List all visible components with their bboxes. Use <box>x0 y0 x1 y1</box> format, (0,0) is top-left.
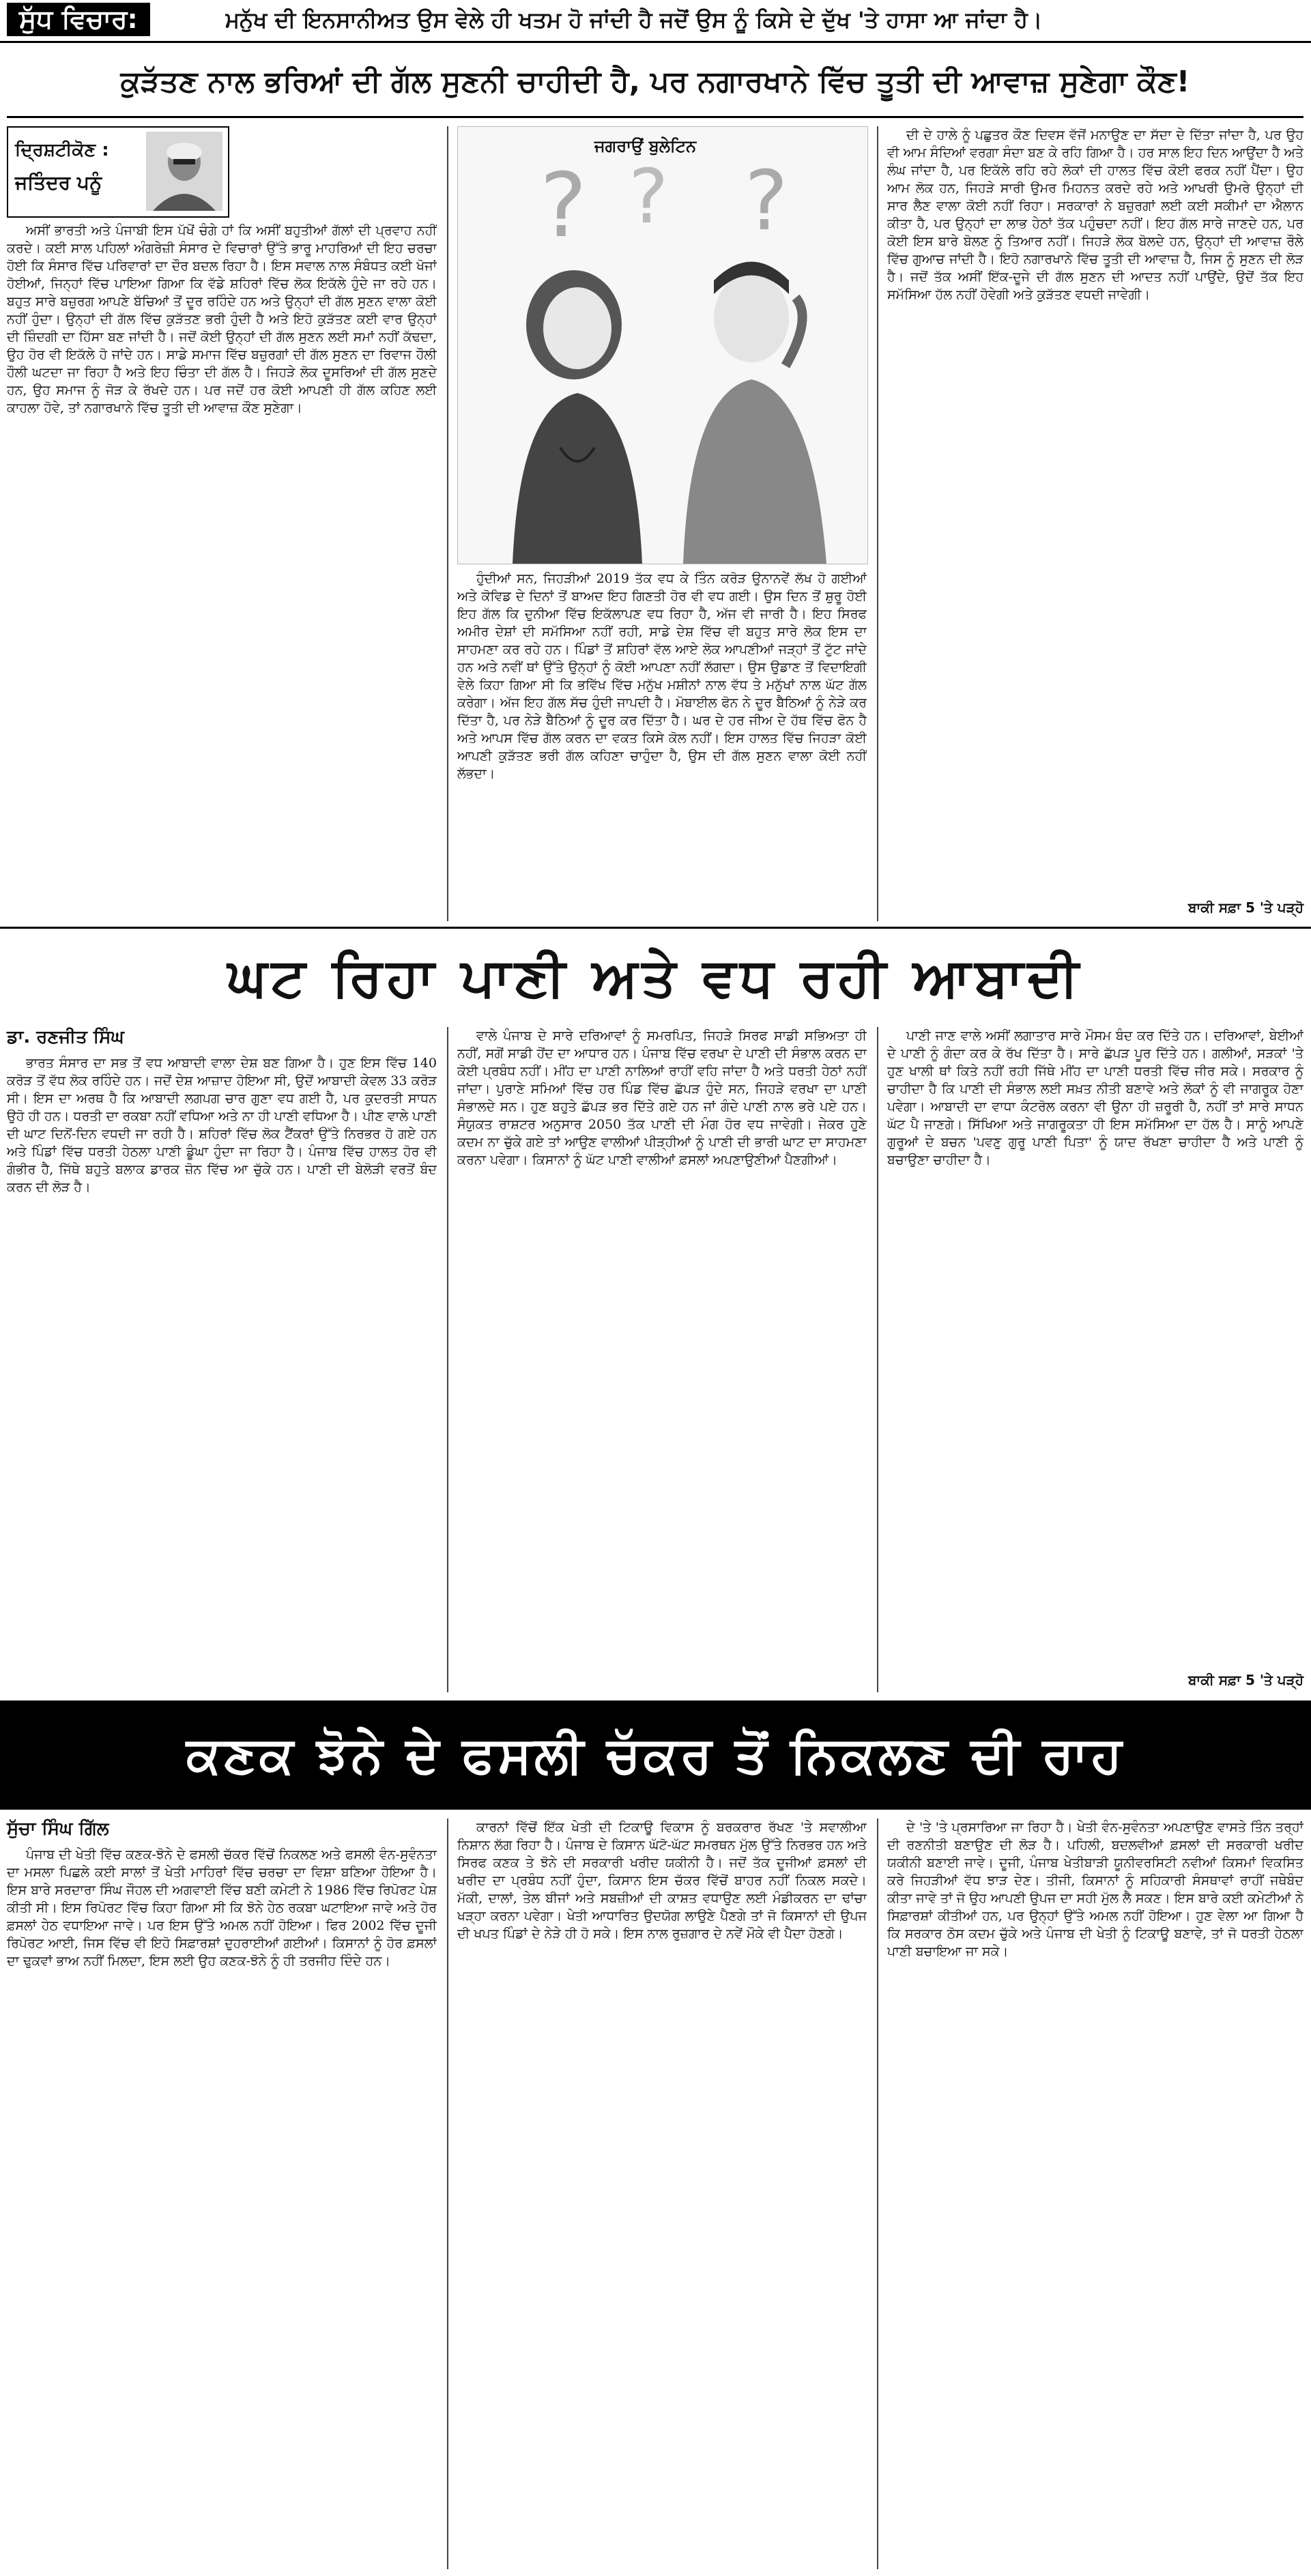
svg-text:?: ? <box>745 161 788 249</box>
article1-continued: ਬਾਕੀ ਸਫ਼ਾ 5 'ਤੇ ਪੜ੍ਹੋ <box>1188 899 1303 916</box>
author-photo <box>146 132 222 211</box>
article2-byline: ਡਾ. ਰਣਜੀਤ ਸਿੰਘ <box>7 1027 124 1047</box>
article2-rule-2 <box>877 1027 878 1692</box>
article1-illustration <box>457 126 868 564</box>
section-label: ਸੁੱਧ ਵਿਚਾਰ: <box>7 3 150 36</box>
article3-col3: ਦੇ 'ਤੇ 'ਤੇ ਪ੍ਰਸਾਰਿਆ ਜਾ ਰਿਹਾ ਹੈ। ਖੇਤੀ ਵੰਨ-ਸੁਵੰਨਤਾ ਅਪਣਾਉਣ ਵਾਸਤੇ ਤਿੰਨ ਤਰ੍ਹਾਂ ਦੀ ਰਣਨੀਤੀ ਬਣਾਉਣ ਦੀ ਲੋੜ ਹੈ। ਪਹਿਲੀ, ਬਦਲਵੀਆਂ ਫ਼ਸਲਾਂ ਦੀ ਸਰਕਾਰੀ ਖਰੀਦ ਯਕੀਨੀ ਬਣਾਈ ਜਾਵੇ। ਦੂਜੀ, ਪੰਜਾਬ ਖੇਤੀਬਾੜੀ ਯੂਨੀਵਰਸਿਟੀ ਨਵੀਆਂ ਕਿਸਮਾਂ ਵਿਕਸਿਤ ਕਰੇ ਜਿਹੜੀਆਂ ਵੱਧ ਝਾੜ ਦੇਣ। ਤੀਜੀ, ਕਿਸਾਨਾਂ ਨੂੰ ਸਹਿਕਾਰੀ ਸੰਸਥਾਵਾਂ ਰਾਹੀਂ ਜਥੇਬੰਦ ਕੀਤਾ ਜਾਵੇ ਤਾਂ ਜੋ ਉਹ ਆਪਣੀ ਉਪਜ ਦਾ ਸਹੀ ਮੁੱਲ ਲੈ ਸਕਣ। ਇਸ ਬਾਰੇ ਕਈ ਕਮੇਟੀਆਂ ਨੇ ਸਿਫ਼ਾਰਸ਼ਾਂ ਕੀਤੀਆਂ ਹਨ, ਪਰ ਉਨ੍ਹਾਂ ਉੱਤੇ ਅਮਲ ਨਹੀਂ ਹੋਇਆ। ਹੁਣ ਵੇਲਾ ਆ ਗਿਆ ਹੈ ਕਿ ਸਰਕਾਰ ਠੋਸ ਕਦਮ ਚੁੱਕੇ ਅਤੇ ਪੰਜਾਬ ਦੀ ਖੇਤੀ ਨੂੰ ਟਿਕਾਊ ਬਣਾਵੇ, ਤਾਂ ਜੋ ਧਰਤੀ ਹੇਠਲਾ ਪਾਣੀ ਬਚਾਇਆ ਜਾ ਸਕੇ। <box>887 1820 1303 1959</box>
article1-bottom-rule <box>0 927 1311 929</box>
author-box <box>7 126 229 218</box>
article1-col2: ਹੁੰਦੀਆਂ ਸਨ, ਜਿਹੜੀਆਂ 2019 ਤੱਕ ਵਧ ਕੇ ਤਿੰਨ ਕਰੋੜ ਉਨਾਨਵੇਂ ਲੱਖ ਹੋ ਗਈਆਂ ਅਤੇ ਕੋਵਿਡ ਦੇ ਦਿਨਾਂ ਤੋਂ ਬਾਅਦ ਇਹ ਗਿਣਤੀ ਹੋਰ ਵੀ ਵਧ ਗਈ। ਉਸ ਦਿਨ ਤੋਂ ਸ਼ੁਰੂ ਹੋਈ ਇਹ ਗੱਲ ਕਿ ਦੁਨੀਆ ਵਿੱਚ ਇਕੱਲਾਪਣ ਵਧ ਰਿਹਾ ਹੈ, ਅੱਜ ਵੀ ਜਾਰੀ ਹੈ। ਇਹ ਸਿਰਫ ਅਮੀਰ ਦੇਸ਼ਾਂ ਦੀ ਸਮੱਸਿਆ ਨਹੀਂ ਰਹੀ, ਸਾਡੇ ਦੇਸ਼ ਵਿੱਚ ਵੀ ਬਹੁਤ ਸਾਰੇ ਲੋਕ ਇਸ ਦਾ ਸਾਹਮਣਾ ਕਰ ਰਹੇ ਹਨ। ਪਿੰਡਾਂ ਤੋਂ ਸ਼ਹਿਰਾਂ ਵੱਲ ਆਏ ਲੋਕ ਆਪਣੀਆਂ ਜੜ੍ਹਾਂ ਤੋਂ ਟੁੱਟ ਜਾਂਦੇ ਹਨ ਅਤੇ ਨਵੀਂ ਥਾਂ ਉੱਤੇ ਉਨ੍ਹਾਂ ਨੂੰ ਕੋਈ ਆਪਣਾ ਨਹੀਂ ਲੱਗਦਾ। ਉਸ ਉਡਾਣ ਤੋਂ ਵਿਦਾਇਗੀ ਵੇਲੇ ਕਿਹਾ ਗਿਆ ਸੀ ਕਿ ਭਵਿੱਖ ਵਿੱਚ ਮਨੁੱਖ ਮਸ਼ੀਨਾਂ ਨਾਲ ਵੱਧ ਤੇ ਮਨੁੱਖਾਂ ਨਾਲ ਘੱਟ ਗੱਲ ਕਰੇਗਾ। ਅੱਜ ਇਹ ਗੱਲ ਸੱਚ ਹੁੰਦੀ ਜਾਪਦੀ ਹੈ। ਮੋਬਾਈਲ ਫੋਨ ਨੇ ਦੂਰ ਬੈਠਿਆਂ ਨੂੰ ਨੇੜੇ ਕਰ ਦਿੱਤਾ ਹੈ, ਪਰ ਨੇੜੇ ਬੈਠਿਆਂ ਨੂੰ ਦੂਰ ਕਰ ਦਿੱਤਾ ਹੈ। ਘਰ ਦੇ ਹਰ ਜੀਅ ਦੇ ਹੱਥ ਵਿੱਚ ਫੋਨ ਹੈ ਅਤੇ ਆਪਸ ਵਿੱਚ ਗੱਲ ਕਰਨ ਦਾ ਵਕਤ ਕਿਸੇ ਕੋਲ ਨਹੀਂ। ਇਸ ਹਾਲਤ ਵਿੱਚ ਜਿਹੜਾ ਕੋਈ ਆਪਣੀ ਕੁੜੱਤਣ ਭਰੀ ਗੱਲ ਕਹਿਣਾ ਚਾਹੁੰਦਾ ਹੈ, ਉਸ ਦੀ ਗੱਲ ਸੁਣਨ ਵਾਲਾ ਕੋਈ ਨਹੀਂ ਲੱਭਦਾ। <box>457 571 867 781</box>
svg-text:?: ? <box>629 161 669 240</box>
svg-text:?: ? <box>540 161 587 257</box>
article2-rule-1 <box>447 1027 448 1692</box>
article1-headline: ਕੁੜੱਤਣ ਨਾਲ ਭਰਿਆਂ ਦੀ ਗੱਲ ਸੁਣਨੀ ਚਾਹੀਦੀ ਹੈ, ਪਰ ਨਗਾਰਖਾਨੇ ਵਿੱਚ ਤੂਤੀ ਦੀ ਆਵਾਜ਼ ਸੁਣੇਗਾ ਕੌਣ! <box>7 48 1303 118</box>
article2-continued: ਬਾਕੀ ਸਫ਼ਾ 5 'ਤੇ ਪੜ੍ਹੋ <box>1188 1672 1303 1688</box>
section-header <box>0 0 1311 43</box>
article3-headline: ਕਣਕ ਝੋਨੇ ਦੇ ਫਸਲੀ ਚੱਕਰ ਤੋਂ ਨਿਕਲਣ ਦੀ ਰਾਹ <box>0 1701 1311 1810</box>
byline-label: ਦ੍ਰਿਸ਼ਟੀਕੋਣ : <box>15 140 109 160</box>
illustration-label: ਜਗਰਾਉਂ ਬੁਲੇਟਿਨ <box>594 136 697 156</box>
article3-col2: ਕਾਰਨਾਂ ਵਿੱਚੋਂ ਇੱਕ ਖੇਤੀ ਦੀ ਟਿਕਾਊ ਵਿਕਾਸ ਨੂੰ ਬਰਕਰਾਰ ਰੱਖਣ 'ਤੇ ਸਵਾਲੀਆ ਨਿਸ਼ਾਨ ਲੱਗ ਰਿਹਾ ਹੈ। ਪੰਜਾਬ ਦੇ ਕਿਸਾਨ ਘੱਟੋ-ਘੱਟ ਸਮਰਥਨ ਮੁੱਲ ਉੱਤੇ ਨਿਰਭਰ ਹਨ ਅਤੇ ਸਿਰਫ ਕਣਕ ਤੇ ਝੋਨੇ ਦੀ ਸਰਕਾਰੀ ਖਰੀਦ ਯਕੀਨੀ ਹੈ। ਜਦੋਂ ਤੱਕ ਦੂਜੀਆਂ ਫ਼ਸਲਾਂ ਦੀ ਖਰੀਦ ਦਾ ਪ੍ਰਬੰਧ ਨਹੀਂ ਹੁੰਦਾ, ਕਿਸਾਨ ਇਸ ਚੱਕਰ ਵਿੱਚੋਂ ਬਾਹਰ ਨਹੀਂ ਨਿਕਲ ਸਕਦੇ। ਮੱਕੀ, ਦਾਲਾਂ, ਤੇਲ ਬੀਜਾਂ ਅਤੇ ਸਬਜ਼ੀਆਂ ਦੀ ਕਾਸ਼ਤ ਵਧਾਉਣ ਲਈ ਮੰਡੀਕਰਨ ਦਾ ਢਾਂਚਾ ਖੜ੍ਹਾ ਕਰਨਾ ਪਵੇਗਾ। ਖੇਤੀ ਆਧਾਰਿਤ ਉਦਯੋਗ ਲਾਉਣੇ ਪੈਣਗੇ ਤਾਂ ਜੋ ਕਿਸਾਨਾਂ ਦੀ ਉਪਜ ਦੀ ਖਪਤ ਪਿੰਡਾਂ ਦੇ ਨੇੜੇ ਹੀ ਹੋ ਸਕੇ। ਇਸ ਨਾਲ ਰੁਜ਼ਗਾਰ ਦੇ ਨਵੇਂ ਮੌਕੇ ਵੀ ਪੈਦਾ ਹੋਣਗੇ। <box>457 1820 867 1941</box>
article1-col1: ਅਸੀਂ ਭਾਰਤੀ ਅਤੇ ਪੰਜਾਬੀ ਇਸ ਪੱਖੋਂ ਚੰਗੇ ਹਾਂ ਕਿ ਅਸੀਂ ਬਹੁਤੀਆਂ ਗੱਲਾਂ ਦੀ ਪ੍ਰਵਾਹ ਨਹੀਂ ਕਰਦੇ। ਕਈ ਸਾਲ ਪਹਿਲਾਂ ਅੰਗਰੇਜ਼ੀ ਸੰਸਾਰ ਦੇ ਵਿਚਾਰਾਂ ਉੱਤੇ ਭਾਰੂ ਮਾਹਰਿਆਂ ਦੀ ਇਹ ਚਰਚਾ ਹੋਈ ਕਿ ਸੰਸਾਰ ਵਿੱਚ ਪਰਿਵਾਰਾਂ ਦਾ ਦੌਰ ਬਦਲ ਰਿਹਾ ਹੈ। ਇਸ ਸਵਾਲ ਨਾਲ ਸੰਬੰਧਤ ਕਈ ਖੋਜਾਂ ਹੋਈਆਂ, ਜਿਨ੍ਹਾਂ ਵਿੱਚ ਪਾਇਆ ਗਿਆ ਕਿ ਵੱਡੇ ਸ਼ਹਿਰਾਂ ਵਿੱਚ ਲੋਕ ਇਕੱਲੇ ਹੁੰਦੇ ਜਾ ਰਹੇ ਹਨ। ਬਹੁਤ ਸਾਰੇ ਬਜ਼ੁਰਗ ਆਪਣੇ ਬੱਚਿਆਂ ਤੋਂ ਦੂਰ ਰਹਿੰਦੇ ਹਨ ਅਤੇ ਉਨ੍ਹਾਂ ਦੀ ਗੱਲ ਸੁਣਨ ਵਾਲਾ ਕੋਈ ਨਹੀਂ ਹੁੰਦਾ। ਉਨ੍ਹਾਂ ਦੀ ਗੱਲ ਵਿੱਚ ਕੁੜੱਤਣ ਭਰੀ ਹੁੰਦੀ ਹੈ ਅਤੇ ਇਹੋ ਕੁੜੱਤਣ ਕਈ ਵਾਰ ਉਨ੍ਹਾਂ ਦੀ ਜ਼ਿੰਦਗੀ ਦਾ ਹਿੱਸਾ ਬਣ ਜਾਂਦੀ ਹੈ। ਜਦੋਂ ਕੋਈ ਉਨ੍ਹਾਂ ਦੀ ਗੱਲ ਸੁਣਨ ਲਈ ਸਮਾਂ ਨਹੀਂ ਕੱਢਦਾ, ਉਹ ਹੋਰ ਵੀ ਇਕੱਲੇ ਹੋ ਜਾਂਦੇ ਹਨ। ਸਾਡੇ ਸਮਾਜ ਵਿੱਚ ਬਜ਼ੁਰਗਾਂ ਦੀ ਗੱਲ ਸੁਣਨ ਦਾ ਰਿਵਾਜ ਹੌਲੀ ਹੌਲੀ ਘਟਦਾ ਜਾ ਰਿਹਾ ਹੈ ਅਤੇ ਇਹ ਚਿੰਤਾ ਦੀ ਗੱਲ ਹੈ। ਜਿਹੜੇ ਲੋਕ ਦੂਸਰਿਆਂ ਦੀ ਗੱਲ ਸੁਣਦੇ ਹਨ, ਉਹ ਸਮਾਜ ਨੂੰ ਜੋੜ ਕੇ ਰੱਖਦੇ ਹਨ। ਪਰ ਜਦੋਂ ਹਰ ਕੋਈ ਆਪਣੀ ਹੀ ਗੱਲ ਕਹਿਣ ਲਈ ਕਾਹਲਾ ਹੋਵੇ, ਤਾਂ ਨਗਾਰਖਾਨੇ ਵਿੱਚ ਤੂਤੀ ਦੀ ਆਵਾਜ਼ ਕੌਣ ਸੁਣੇਗਾ। <box>7 223 437 416</box>
article2-headline: ਘਟ ਰਿਹਾ ਪਾਣੀ ਅਤੇ ਵਧ ਰਹੀ ਆਬਾਦੀ <box>227 947 1083 1009</box>
article1-col3: ਦੀ ਦੇ ਹਾਲੇ ਨੂੰ ਪਛੁਤਰ ਕੌਣ ਦਿਵਸ ਵੱਜੋਂ ਮਨਾਉਣ ਦਾ ਸੱਦਾ ਦੇ ਦਿੱਤਾ ਜਾਂਦਾ ਹੈ, ਪਰ ਉਹ ਵੀ ਆਮ ਸੰਦਿਆਂ ਵਰਗਾ ਸੰਦਾ ਬਣ ਕੇ ਰਹਿ ਗਿਆ ਹੈ। ਹਰ ਸਾਲ ਇਹ ਦਿਨ ਆਉਂਦਾ ਹੈ ਅਤੇ ਲੰਘ ਜਾਂਦਾ ਹੈ, ਪਰ ਇਕੱਲੇ ਰਹਿ ਰਹੇ ਲੋਕਾਂ ਦੀ ਹਾਲਤ ਵਿੱਚ ਕੋਈ ਫਰਕ ਨਹੀਂ ਪੈਂਦਾ। ਉਹ ਆਮ ਲੋਕ ਹਨ, ਜਿਹੜੇ ਸਾਰੀ ਉਮਰ ਮਿਹਨਤ ਕਰਦੇ ਰਹੇ ਅਤੇ ਆਖਰੀ ਉਮਰੇ ਉਨ੍ਹਾਂ ਦੀ ਸਾਰ ਲੈਣ ਵਾਲਾ ਕੋਈ ਨਹੀਂ ਰਿਹਾ। ਸਰਕਾਰਾਂ ਨੇ ਬਜ਼ੁਰਗਾਂ ਲਈ ਕਈ ਸਕੀਮਾਂ ਦਾ ਐਲਾਨ ਕੀਤਾ ਹੈ, ਪਰ ਉਨ੍ਹਾਂ ਦਾ ਲਾਭ ਹੇਠਾਂ ਤੱਕ ਪਹੁੰਚਦਾ ਨਹੀਂ। ਇਹ ਗੱਲ ਸਾਰੇ ਜਾਣਦੇ ਹਨ, ਪਰ ਕੋਈ ਇਸ ਬਾਰੇ ਬੋਲਣ ਨੂੰ ਤਿਆਰ ਨਹੀਂ। ਜਿਹੜੇ ਲੋਕ ਬੋਲਦੇ ਹਨ, ਉਨ੍ਹਾਂ ਦੀ ਆਵਾਜ਼ ਰੌਲੇ ਵਿੱਚ ਗੁਆਚ ਜਾਂਦੀ ਹੈ। ਇਹੋ ਨਗਾਰਖਾਨੇ ਵਿੱਚ ਤੂਤੀ ਦੀ ਆਵਾਜ਼ ਹੈ, ਜਿਸ ਨੂੰ ਸੁਣਨ ਦੀ ਲੋੜ ਹੈ। ਜਦੋਂ ਤੱਕ ਅਸੀਂ ਇੱਕ-ਦੂਜੇ ਦੀ ਗੱਲ ਸੁਣਨ ਦੀ ਆਦਤ ਨਹੀਂ ਪਾਉਂਦੇ, ਉਦੋਂ ਤੱਕ ਇਹ ਸਮੱਸਿਆ ਹੱਲ ਨਹੀਂ ਹੋਵੇਗੀ ਅਤੇ ਕੁੜੱਤਣ ਵਧਦੀ ਜਾਵੇਗੀ। <box>887 128 1303 302</box>
author-portrait-icon <box>146 132 222 211</box>
article3-rule-1 <box>447 1819 448 2569</box>
confused-couple-icon <box>458 161 867 564</box>
article2-col3: ਪਾਣੀ ਜਾਣ ਵਾਲੇ ਅਸੀਂ ਲਗਾਤਾਰ ਸਾਰੇ ਮੌਸਮ ਬੰਦ ਕਰ ਦਿੱਤੇ ਹਨ। ਦਰਿਆਵਾਂ, ਬੇਈਆਂ ਦੇ ਪਾਣੀ ਨੂੰ ਗੰਦਾ ਕਰ ਕੇ ਰੱਖ ਦਿੱਤਾ ਹੈ। ਸਾਰੇ ਛੱਪੜ ਪੂਰ ਦਿੱਤੇ ਹਨ। ਗਲੀਆਂ, ਸੜਕਾਂ 'ਤੇ ਹੁਣ ਖਾਲੀ ਥਾਂ ਕਿਤੇ ਨਹੀਂ ਰਹੀ ਜਿੱਥੇ ਮੀਂਹ ਦਾ ਪਾਣੀ ਧਰਤੀ ਵਿੱਚ ਜੀਰ ਸਕੇ। ਸਰਕਾਰ ਨੂੰ ਚਾਹੀਦਾ ਹੈ ਕਿ ਪਾਣੀ ਦੀ ਸੰਭਾਲ ਲਈ ਸਖ਼ਤ ਨੀਤੀ ਬਣਾਵੇ ਅਤੇ ਲੋਕਾਂ ਨੂੰ ਵੀ ਜਾਗਰੂਕ ਹੋਣਾ ਪਵੇਗਾ। ਆਬਾਦੀ ਦਾ ਵਾਧਾ ਕੰਟਰੋਲ ਕਰਨਾ ਵੀ ਉਨਾ ਹੀ ਜ਼ਰੂਰੀ ਹੈ, ਨਹੀਂ ਤਾਂ ਸਾਰੇ ਸਾਧਨ ਘੱਟ ਪੈ ਜਾਣਗੇ। ਸਿੱਖਿਆ ਅਤੇ ਜਾਗਰੂਕਤਾ ਹੀ ਇਸ ਸਮੱਸਿਆ ਦਾ ਹੱਲ ਹੈ। ਸਾਨੂੰ ਆਪਣੇ ਗੁਰੂਆਂ ਦੇ ਬਚਨ 'ਪਵਣੁ ਗੁਰੂ ਪਾਣੀ ਪਿਤਾ' ਨੂੰ ਯਾਦ ਰੱਖਣਾ ਚਾਹੀਦਾ ਹੈ ਅਤੇ ਪਾਣੀ ਨੂੰ ਬਚਾਉਣਾ ਚਾਹੀਦਾ ਹੈ। <box>887 1028 1303 1168</box>
article3-rule-2 <box>877 1819 878 2569</box>
byline-name: ਜਤਿੰਦਰ ਪਨੂੰ <box>15 171 102 194</box>
section-tagline: ਮਨੁੱਖ ਦੀ ਇਨਸਾਨੀਅਤ ਉਸ ਵੇਲੇ ਹੀ ਖਤਮ ਹੋ ਜਾਂਦੀ ਹੈ ਜਦੋਂ ਉਸ ਨੂੰ ਕਿਸੇ ਦੇ ਦੁੱਖ 'ਤੇ ਹਾਸਾ ਆ ਜਾਂਦਾ ਹੈ। <box>225 7 1043 33</box>
article2-col2: ਵਾਲੇ ਪੰਜਾਬ ਦੇ ਸਾਰੇ ਦਰਿਆਵਾਂ ਨੂੰ ਸਮਰਪਿਤ, ਜਿਹੜੇ ਸਿਰਫ ਸਾਡੀ ਸਭਿਅਤਾ ਹੀ ਨਹੀਂ, ਸਗੋਂ ਸਾਡੀ ਹੋਂਦ ਦਾ ਆਧਾਰ ਹਨ। ਪੰਜਾਬ ਵਿੱਚ ਵਰਖਾ ਦੇ ਪਾਣੀ ਦੀ ਸੰਭਾਲ ਕਰਨ ਦਾ ਕੋਈ ਪ੍ਰਬੰਧ ਨਹੀਂ। ਮੀਂਹ ਦਾ ਪਾਣੀ ਨਾਲਿਆਂ ਰਾਹੀਂ ਵਹਿ ਜਾਂਦਾ ਹੈ ਅਤੇ ਧਰਤੀ ਹੇਠਾਂ ਨਹੀਂ ਜਾਂਦਾ। ਪੁਰਾਣੇ ਸਮਿਆਂ ਵਿੱਚ ਹਰ ਪਿੰਡ ਵਿੱਚ ਛੱਪੜ ਹੁੰਦੇ ਸਨ, ਜਿਹੜੇ ਵਰਖਾ ਦਾ ਪਾਣੀ ਸੰਭਾਲਦੇ ਸਨ। ਹੁਣ ਬਹੁਤੇ ਛੱਪੜ ਭਰ ਦਿੱਤੇ ਗਏ ਹਨ ਜਾਂ ਗੰਦੇ ਪਾਣੀ ਨਾਲ ਭਰੇ ਪਏ ਹਨ। ਸੰਯੁਕਤ ਰਾਸ਼ਟਰ ਅਨੁਸਾਰ 2050 ਤੱਕ ਪਾਣੀ ਦੀ ਮੰਗ ਹੋਰ ਵਧ ਜਾਵੇਗੀ। ਜੇਕਰ ਹੁਣੇ ਕਦਮ ਨਾ ਚੁੱਕੇ ਗਏ ਤਾਂ ਆਉਣ ਵਾਲੀਆਂ ਪੀੜ੍ਹੀਆਂ ਨੂੰ ਪਾਣੀ ਦੀ ਭਾਰੀ ਘਾਟ ਦਾ ਸਾਹਮਣਾ ਕਰਨਾ ਪਵੇਗਾ। ਕਿਸਾਨਾਂ ਨੂੰ ਘੱਟ ਪਾਣੀ ਵਾਲੀਆਂ ਫ਼ਸਲਾਂ ਅਪਣਾਉਣੀਆਂ ਪੈਣਗੀਆਂ। <box>457 1028 867 1168</box>
article1-rule-2 <box>877 126 878 921</box>
article3-col1: ਪੰਜਾਬ ਦੀ ਖੇਤੀ ਵਿੱਚ ਕਣਕ-ਝੋਨੇ ਦੇ ਫਸਲੀ ਚੱਕਰ ਵਿੱਚੋਂ ਨਿਕਲਣ ਅਤੇ ਫਸਲੀ ਵੰਨ-ਸੁਵੰਨਤਾ ਦਾ ਮਸਲਾ ਪਿਛਲੇ ਕਈ ਸਾਲਾਂ ਤੋਂ ਖੇਤੀ ਮਾਹਿਰਾਂ ਵਿੱਚ ਚਰਚਾ ਦਾ ਵਿਸ਼ਾ ਬਣਿਆ ਹੋਇਆ ਹੈ। ਇਸ ਬਾਰੇ ਸਰਦਾਰਾ ਸਿੰਘ ਜੌਹਲ ਦੀ ਅਗਵਾਈ ਵਿੱਚ ਬਣੀ ਕਮੇਟੀ ਨੇ 1986 ਵਿੱਚ ਰਿਪੋਰਟ ਪੇਸ਼ ਕੀਤੀ ਸੀ। ਇਸ ਰਿਪੋਰਟ ਵਿੱਚ ਕਿਹਾ ਗਿਆ ਸੀ ਕਿ ਝੋਨੇ ਹੇਠ ਰਕਬਾ ਘਟਾਇਆ ਜਾਵੇ ਅਤੇ ਹੋਰ ਫ਼ਸਲਾਂ ਹੇਠ ਵਧਾਇਆ ਜਾਵੇ। ਪਰ ਇਸ ਉੱਤੇ ਅਮਲ ਨਹੀਂ ਹੋਇਆ। ਫਿਰ 2002 ਵਿੱਚ ਦੂਜੀ ਰਿਪੋਰਟ ਆਈ, ਜਿਸ ਵਿੱਚ ਵੀ ਇਹੋ ਸਿਫ਼ਾਰਸ਼ਾਂ ਦੁਹਰਾਈਆਂ ਗਈਆਂ। ਕਿਸਾਨਾਂ ਨੂੰ ਹੋਰ ਫ਼ਸਲਾਂ ਦਾ ਢੁਕਵਾਂ ਭਾਅ ਨਹੀਂ ਮਿਲਦਾ, ਇਸ ਲਈ ਉਹ ਕਣਕ-ਝੋਨੇ ਨੂੰ ਹੀ ਤਰਜੀਹ ਦਿੰਦੇ ਹਨ। <box>7 1847 437 1969</box>
article1-rule-1 <box>447 126 448 921</box>
article2-col1: ਭਾਰਤ ਸੰਸਾਰ ਦਾ ਸਭ ਤੋਂ ਵਧ ਆਬਾਦੀ ਵਾਲਾ ਦੇਸ਼ ਬਣ ਗਿਆ ਹੈ। ਹੁਣ ਇਸ ਵਿੱਚ 140 ਕਰੋੜ ਤੋਂ ਵੱਧ ਲੋਕ ਰਹਿੰਦੇ ਹਨ। ਜਦੋਂ ਦੇਸ਼ ਆਜ਼ਾਦ ਹੋਇਆ ਸੀ, ਉਦੋਂ ਆਬਾਦੀ ਕੇਵਲ 33 ਕਰੋੜ ਸੀ। ਇਸ ਦਾ ਅਰਥ ਹੈ ਕਿ ਆਬਾਦੀ ਲਗਪਗ ਚਾਰ ਗੁਣਾ ਵਧ ਗਈ ਹੈ, ਪਰ ਕੁਦਰਤੀ ਸਾਧਨ ਉਹੋ ਹੀ ਹਨ। ਧਰਤੀ ਦਾ ਰਕਬਾ ਨਹੀਂ ਵਧਿਆ ਅਤੇ ਨਾ ਹੀ ਪਾਣੀ ਵਧਿਆ ਹੈ। ਪੀਣ ਵਾਲੇ ਪਾਣੀ ਦੀ ਘਾਟ ਦਿਨੋਂ-ਦਿਨ ਵਧਦੀ ਜਾ ਰਹੀ ਹੈ। ਸ਼ਹਿਰਾਂ ਵਿੱਚ ਲੋਕ ਟੈਂਕਰਾਂ ਉੱਤੇ ਨਿਰਭਰ ਹੋ ਗਏ ਹਨ ਅਤੇ ਪਿੰਡਾਂ ਵਿੱਚ ਧਰਤੀ ਹੇਠਲਾ ਪਾਣੀ ਡੂੰਘਾ ਹੁੰਦਾ ਜਾ ਰਿਹਾ ਹੈ। ਪੰਜਾਬ ਵਿੱਚ ਹਾਲਤ ਹੋਰ ਵੀ ਗੰਭੀਰ ਹੈ, ਜਿੱਥੇ ਬਹੁਤੇ ਬਲਾਕ ਡਾਰਕ ਜ਼ੋਨ ਵਿੱਚ ਆ ਚੁੱਕੇ ਹਨ। ਪਾਣੀ ਦੀ ਬੇਲੋੜੀ ਵਰਤੋਂ ਬੰਦ ਕਰਨ ਦੀ ਲੋੜ ਹੈ। <box>7 1056 437 1195</box>
article3-byline: ਸੁੱਚਾ ਸਿੰਘ ਗਿੱਲ <box>7 1819 109 1839</box>
